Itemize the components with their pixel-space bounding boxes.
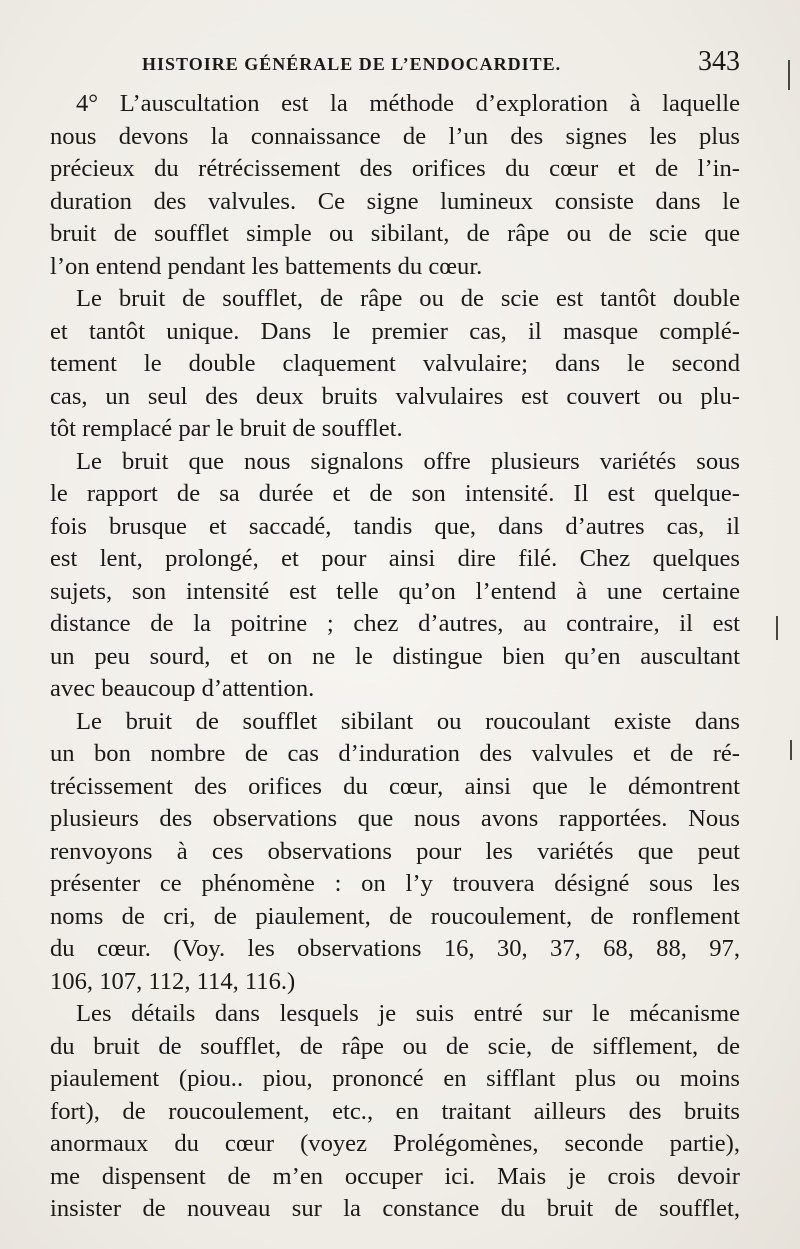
text-line: est lent, prolongé, et pour ainsi dire filé. Chez quelques: [50, 545, 740, 572]
text-line: tement le double claquement valvulaire; dans le second: [50, 350, 740, 377]
text-line: sujets, son intensité est telle qu’on l’entend à une certaine: [50, 577, 740, 605]
text-line: du bruit de soufflet, de râpe ou de scie, de sifflement, de: [50, 1032, 740, 1060]
text-line: plusieurs des observations que nous avons rapportées. Nous: [50, 805, 740, 832]
text-line: 106, 107, 112, 114, 116.): [50, 967, 296, 995]
text-line: précieux du rétrécissement des orifices du cœur et de l’in-: [50, 155, 740, 182]
text-line: tôt remplacé par le bruit de soufflet.: [50, 415, 403, 442]
text-line: renvoyons à ces observations pour les variétés que peut: [50, 837, 740, 865]
text-line: Le bruit que nous signalons offre plusieurs variétés sous: [76, 447, 740, 475]
text-line: fort), de roucoulement, etc., en traitant ailleurs des bruits: [50, 1097, 740, 1125]
text-line: Les détails dans lesquels je suis entré sur le mécanisme: [76, 1000, 740, 1027]
page-edge-mark: [788, 60, 790, 90]
text-line: insister de nouveau sur la constance du bruit de soufflet,: [50, 1195, 740, 1222]
page-edge-mark: [776, 616, 778, 640]
page-edge-mark: [790, 740, 792, 760]
text-line: fois brusque et saccadé, tandis que, dans d’autres cas, il: [50, 512, 740, 540]
text-line: bruit de soufflet simple ou sibilant, de râpe ou de scie que: [50, 220, 740, 247]
text-line: duration des valvules. Ce signe lumineux consiste dans le: [50, 187, 740, 215]
text-line: Le bruit de soufflet sibilant ou roucoulant existe dans: [76, 707, 740, 735]
text-line: du cœur. (Voy. les observations 16, 30, 37, 68, 88, 97,: [50, 935, 740, 962]
text-line: trécissement des orifices du cœur, ainsi que le démontrent: [50, 772, 740, 800]
text-line: avec beaucoup d’attention.: [50, 675, 315, 702]
text-line: cas, un seul des deux bruits valvulaires est couvert ou plu-: [50, 382, 740, 410]
text-line: un bon nombre de cas d’induration des valvules et de ré-: [50, 740, 740, 767]
text-line: Le bruit de soufflet, de râpe ou de scie est tantôt double: [76, 285, 740, 312]
text-line: distance de la poitrine ; chez d’autres, au contraire, il est: [50, 610, 740, 637]
text-line: anormaux du cœur (voyez Prolégomènes, seconde partie),: [50, 1130, 740, 1157]
text-line: 4° L’auscultation est la méthode d’exploration à laquelle: [76, 90, 740, 117]
text-line: nous devons la connaissance de l’un des signes les plus: [50, 122, 740, 150]
text-line: le rapport de sa durée et de son intensité. Il est quelque-: [50, 480, 740, 507]
text-line: piaulement (piou.. piou, prononcé en sifflant plus ou moins: [50, 1065, 740, 1092]
body-text: [50, 88, 740, 1226]
text-line: noms de cri, de piaulement, de roucoulement, de ronflement: [50, 902, 740, 930]
text-line: un peu sourd, et on ne le distingue bien qu’en auscultant: [50, 642, 740, 670]
running-title: HISTOIRE GÉNÉRALE DE L’ENDOCARDITE.: [142, 54, 562, 74]
text-line: et tantôt unique. Dans le premier cas, il masque complé-: [50, 317, 740, 345]
text-line: l’on entend pendant les battements du cœur.: [50, 252, 483, 280]
page-header: [50, 46, 740, 86]
text-line: présenter ce phénomène : on l’y trouvera désigné sous les: [50, 870, 740, 897]
page-number: 343: [698, 46, 740, 77]
text-line: me dispensent de m’en occuper ici. Mais je crois devoir: [50, 1162, 740, 1190]
